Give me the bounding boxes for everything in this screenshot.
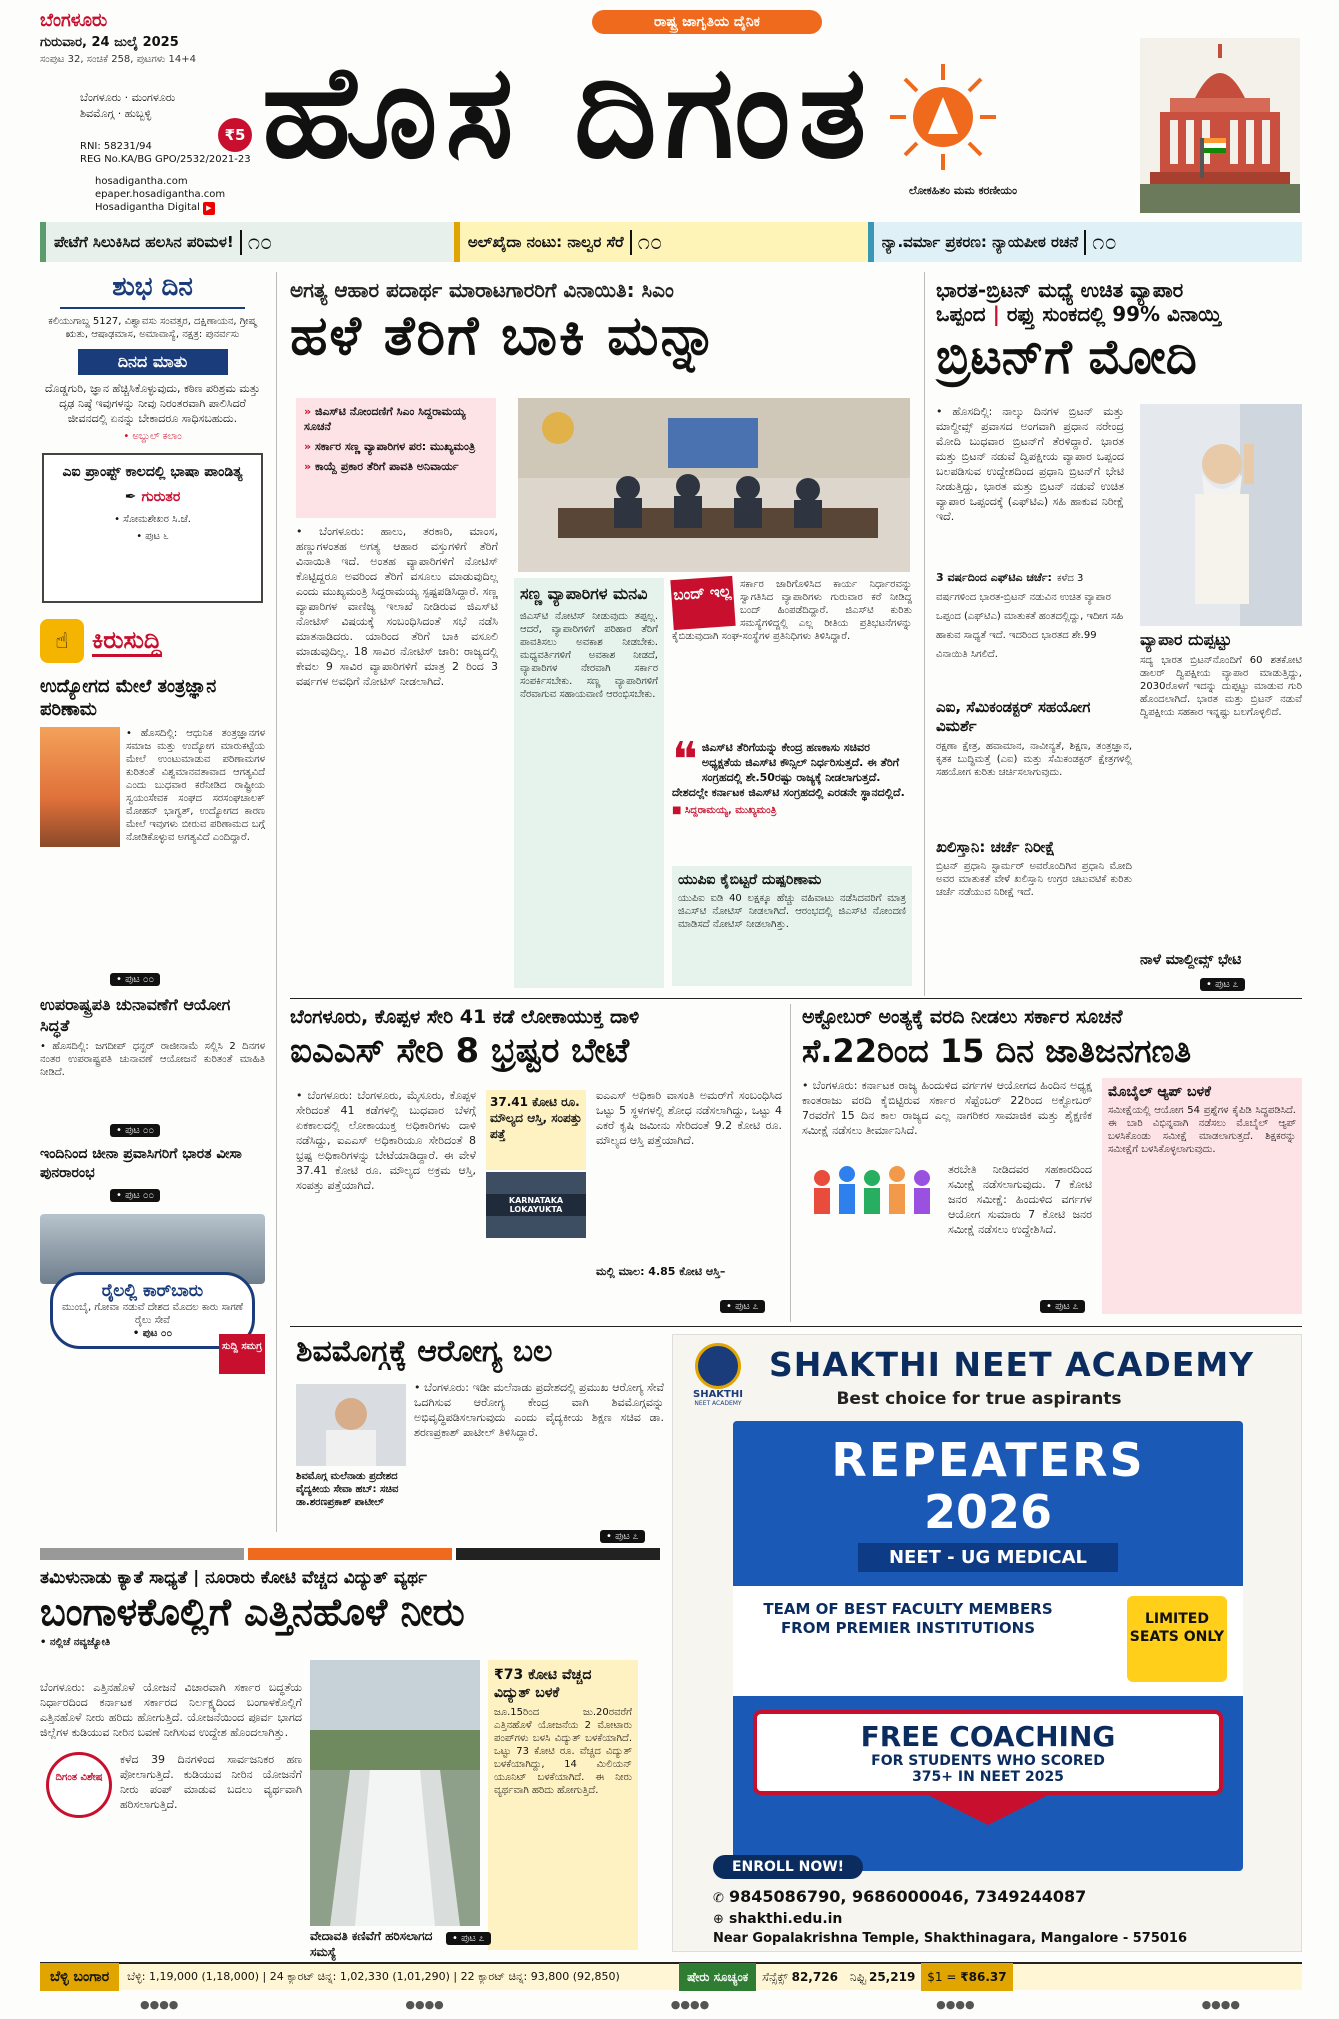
quote-text: ಜಿಎಸ್‌ಟಿ ತೆರಿಗೆಯನ್ನು ಕೇಂದ್ರ ಹಣಕಾಸು ಸಚಿವರ ಅಧ್ಯಕ್ಷತೆಯ ಜಿಎಸ್‌ಟಿ ಕೌನ್ಸಿಲ್ ನಿರ್ಧರಿಸುತ್ತದೆ. ಈ ತೆರಿಗೆ ಸಂಗ್ರಹದಲ್ಲಿ ಶೇ.50ರಷ್ಟು ರಾಜ್ಯಕ್ಕೆ ನೀಡಲಾಗುತ್ತದೆ. ದೇಶದಲ್ಲೇ ಕರ್ನಾಟಕ ಜಿಎಸ್‌ಟಿ ಸಂಗ್ರಹದಲ್ಲಿ ಎರಡನೇ ಸ್ಥಾನದಲ್ಲಿದೆ. (672, 741, 905, 799)
ticker-page: ೧೦ (240, 230, 273, 255)
upi-box (672, 866, 912, 986)
lead-bullets (296, 398, 496, 518)
gold-label: ಬೆಳ್ಳಿ ಬಂಗಾರ (40, 1963, 119, 1991)
dam-caption: ವೇದಾವತಿ ಕಣಿವೆಗೆ ಹರಿಸಲಾಗದ ಸಮಸ್ಯೆ (310, 1929, 433, 1959)
uk-sub-head: 3 ವರ್ಷದಿಂದ ಎಫ್‌ಟಿಎ ಚರ್ಚೆ: (936, 571, 1052, 584)
kiru2-text: • ಹೊಸದಿಲ್ಲಿ: ಜಗದೀಪ್ ಧನ್ಖರ್ ರಾಜೀನಾಮೆ ಸಲ್ಲಿಸಿ 2 ದಿನಗಳ ನಂತರ ಉಪರಾಷ್ಟ್ರಪತಿ ಚುನಾವಣೆ ಆಯೋಜನೆ ಕುರಿತಂತೆ ಮಾಹಿತಿ ನೀಡಿದೆ. (40, 1041, 265, 1078)
bandh-label: ಬಂದ್ ಇಲ್ಲ (670, 576, 735, 630)
web-links (95, 175, 265, 215)
app-head[interactable]: ಮೊಬೈಲ್ ಆ್ಯಪ್ ಬಳಕೆ (1108, 1084, 1211, 1100)
water-byline: • ನಲ್ಲಿಚೆ ನವ್ಯಜ್ಯೋತಿ (40, 1637, 111, 1648)
ad-name: SHAKTHI NEET ACADEMY (769, 1345, 1255, 1384)
uk-kicker-1[interactable]: ಭಾರತ-ಬ್ರಿಟನ್ ಮಧ್ಯೆ ಉಚಿತ ವ್ಯಾಪಾರ (936, 278, 1184, 302)
ad-contacts (713, 1887, 1273, 1946)
ad-limited: LIMITED SEATS ONLY (1127, 1596, 1227, 1682)
rail-page: • ಪುಟ ೦೦ (132, 1328, 173, 1339)
price-badge: ₹5 (218, 118, 252, 152)
ticker-item-3[interactable] (868, 222, 1302, 262)
water-story (40, 1568, 664, 1649)
bhagwat-photo (40, 727, 120, 847)
ad-repeaters: REPEATERS (831, 1433, 1145, 1487)
minister-photo (296, 1384, 406, 1466)
lokayukta-sub (596, 1260, 782, 1279)
uk-headline[interactable]: ಬ್ರಿಟನ್‌ಗೆ ಮೋದಿ (936, 329, 1197, 385)
kiru1-text: • ಹೊಸದಿಲ್ಲಿ: ಆಧುನಿಕ ತಂತ್ರಜ್ಞಾನಗಳ ಸಮಾಜ ಮತ್ತು ಉದ್ಯೋಗ ಮಾರುಕಟ್ಟೆಯ ಮೇಲೆ ಉಂಟುಮಾಡುವ ಪರಿಣಾಮಗಳ ಕುರಿತಂತೆ ವಿಶ್ವಮಾನವತಾವಾದ ಆಗತ್ಯವಿದೆ ಎಂದು ಬುಧವಾರ ಕರೆನೀಡಿದ ರಾಷ್ಟ್ರೀಯ ಸ್ವಯಂಸೇವಕ ಸಂಘದ ಸರಸಂಘಚಾಲಕ್ ಮೋಹನ್ ಭಾಗ್ವತ್, ಉದ್ಯೋಗದ ಕಾರಣ ಮೇಲೆ ಇವುಗಳು ಬೀರುವ ಪರಿಣಾಮದ ಬಗ್ಗೆ ನೋಡಿಕೊಳ್ಳುವ ಅಗತ್ಯವಿದೆ ಎಂದಿದ್ದಾರೆ. (126, 728, 265, 843)
kiru3-headline[interactable]: ಇಂದಿನಿಂದ ಚೀನಾ ಪ್ರವಾಸಿಗರಿಗೆ ಭಾರತ ವೀಸಾ ಪುನರಾರಂಭ (40, 1146, 242, 1181)
water-kicker[interactable]: ತಮಿಳುನಾಡು ಕ್ಯಾತೆ ಸಾಧ್ಯತೆ | ನೂರಾರು ಕೋಟಿ ವೆಚ್ಚದ ವಿದ್ಯುತ್ ವ್ಯರ್ಥ (40, 1568, 427, 1588)
quote-author: ■ ಸಿದ್ದರಾಮಯ್ಯ, ಮುಖ್ಯಮಂತ್ರಿ (672, 805, 777, 816)
ai-box (936, 698, 1132, 779)
ad-panel (733, 1421, 1243, 1871)
ticker-item-1[interactable] (40, 222, 454, 262)
phone-icon: ✆ (713, 1891, 724, 1906)
digital-link[interactable]: Hosadigantha Digital ▶ (95, 201, 265, 215)
edition-4: ಹುಬ್ಬಳ್ಳಿ (124, 107, 152, 120)
khalistan-head[interactable]: ಖಲಿಸ್ತಾನಿ: ಚರ್ಚೆ ನಿರೀಕ್ಷೆ (936, 838, 1055, 856)
masthead-title: ಹೊಸ ದಿಗಂತ (262, 38, 875, 187)
edition-2: ಮಂಗಳೂರು (131, 91, 176, 104)
globe-icon: ⊕ (713, 1912, 724, 1927)
panchanga-text: ಕಲಿಯುಗಾಬ್ದ 5127, ವಿಶ್ವಾವಸು ಸಂವತ್ಸರ, ದಕ್ಷಿಣಾಯನ, ಗ್ರೀಷ್ಮ ಋತು, ಆಷಾಢಮಾಸ, ಅಮಾವಾಸ್ಯೆ, ನಕ್ಷತ್ರ: ಪುನರ್ವಸು (48, 316, 257, 340)
sun-logo-icon (888, 62, 998, 172)
ticker-item-2[interactable] (454, 222, 868, 262)
dam-photo (310, 1660, 480, 1926)
uk-kicker-3: ರಫ್ತು ಸುಂಕದಲ್ಲಿ 99% ವಿನಾಯ್ತಿ (1006, 302, 1222, 326)
gold-values: ಬೆಳ್ಳಿ: 1,19,000 (1,18,000) | 24 ಕ್ಯಾರಟ್ ಚಿನ್ನ: 1,02,330 (1,01,290) | 22 ಕ್ಯಾರಟ್ ಚಿನ್ನ: 93,800 (92,850) (127, 1970, 620, 1983)
lokayukta-sign-photo: KARNATAKA LOKAYUKTA (486, 1172, 586, 1238)
ticker-bar (40, 222, 1302, 262)
column-page: • ಪುಟ ೬ (136, 531, 169, 542)
kirusuddi-header (40, 619, 265, 663)
power-text: ಜೂ.15ರಿಂದ ಜು.20ರವರೆಗೆ ಎತ್ತಿನಹೊಳೆ ಯೋಜನೆಯ 2 ಮೋಟಾರು ಪಂಪ್‌ಗಳು ಬಳಸಿ ವಿದ್ಯುತ್ ಬಳಕೆಯಾಗಿದೆ. ಒಟ್ಟು 73 ಕೋಟಿ ರೂ. ವೆಚ್ಚದ ವಿದ್ಯುತ್ ಬಳಕೆಯಾಗಿದ್ದು, 14 ಮಿಲಿಯನ್ ಯೂನಿಟ್ ಬಳಕೆಯಾಗಿದೆ. ಈ ನೀರು ವ್ಯರ್ಥವಾಗಿ ಹರಿದು ಹೋಗುತ್ತಿದೆ. (494, 1707, 632, 1796)
census-page: • ಪುಟ ೭ (1040, 1300, 1085, 1313)
app-box (1102, 1078, 1302, 1314)
census-body: • ಬೆಂಗಳೂರು: ಕರ್ನಾಟಕ ರಾಜ್ಯ ಹಿಂದುಳಿದ ವರ್ಗಗಳ ಆಯೋಗದ ಹಿಂದಿನ ಅಧ್ಯಕ್ಷ ಕಾಂತರಾಜು ವರದಿ ಕೈಬಿಟ್ಟಿರುವ ಸರ್ಕಾರ ಸೆಪ್ಟೆಂಬರ್ 22ರಿಂದ ಅಕ್ಟೋಬರ್ 7ರವರೆಗೆ 15 ದಿನ ಕಾಲ ರಾಜ್ಯದ ಎಲ್ಲ ನಾಗರಿಕರ ಸಾಮಾಜಿಕ ಮತ್ತು ಶೈಕ್ಷಣಿಕ ಸಮೀಕ್ಷೆ ನಡೆಸಲು ತೀರ್ಮಾನಿಸಿದೆ. (802, 1079, 1092, 1137)
ai-head[interactable]: ಎಐ, ಸೆಮಿಕಂಡಕ್ಟರ್ ಸಹಯೋಗ ವಿಮರ್ಶೆ (936, 698, 1091, 735)
census-story (802, 1006, 1302, 1074)
shivamogga-page: • ಪುಟ ೭ (600, 1530, 645, 1543)
lead-headline[interactable]: ಹಳೆ ತೆರಿಗೆ ಬಾಕಿ ಮನ್ನಾ (290, 304, 719, 367)
water-headline[interactable]: ಬಂಗಾಳಕೊಲ್ಲಿಗೆ ಎತ್ತಿನಹೊಳೆ ನೀರು (40, 1590, 465, 1634)
lokayukta-sub-head: ಮಲ್ಲಿ ಮಾಲ: 4.85 ಕೋಟಿ ಆಸ್ತಿ– (596, 1265, 726, 1278)
hand-icon: ☝ (40, 619, 84, 663)
dinada-maatu-title: ದಿನದ ಮಾತು (78, 349, 228, 375)
ad-address: Near Gopalakrishna Temple, Shakthinagara, Mangalore - 575016 (713, 1931, 1188, 1946)
pen-icon: ✒ (124, 489, 137, 505)
dinada-maatu-author: • ಅಬ್ದುಲ್ ಕಲಾಂ (123, 431, 182, 442)
modi-photo (1140, 404, 1302, 626)
ad-score: 375+ IN NEET 2025 (912, 1769, 1064, 1785)
uk-page: • ಪುಟ ೭ (1200, 978, 1245, 991)
rail-box[interactable] (40, 1214, 265, 1374)
kiru2-page: • ಪುಟ ೦೦ (110, 1124, 160, 1137)
registration-marks: ●●●● ●●●● ●●●● ●●●● ●●●● (140, 1998, 1240, 2011)
ad-for: FOR STUDENTS WHO SCORED (871, 1753, 1105, 1769)
masthead-city: ಬೆಂಗಳೂರು (40, 10, 108, 31)
lead-story (290, 278, 918, 370)
lokayukta-stat: 37.41 ಕೋಟಿ ರೂ. ಮೌಲ್ಯದ ಆಸ್ತಿ, ಸಂಪತ್ತು ಪತ್ತೆ (486, 1090, 586, 1170)
masthead-title-block (262, 28, 1142, 198)
census-headline[interactable]: ಸೆ.22ರಿಂದ 15 ದಿನ ಜಾತಿಜನಗಣತಿ (802, 1032, 1192, 1070)
color-strip (40, 1548, 660, 1560)
lokayukta-story (290, 1006, 784, 1074)
khalistan-box (936, 838, 1132, 899)
shivamogga-body: • ಬೆಂಗಳೂರು: ಇಡೀ ಮಲೆನಾಡು ಪ್ರದೇಶದಲ್ಲಿ ಪ್ರಮುಖ ಆರೋಗ್ಯ ಸೇವೆ ಒದಗಿಸುವ ಆರೋಗ್ಯ ಕೇಂದ್ರ ವಾಗಿ ಶಿವಮೊಗ್ಗವನ್ನು ಅಭಿವೃದ್ಧಿಪಡಿಸಲಾಗುವುದು ಎಂದು ವೈದ್ಯಕೀಯ ಶಿಕ್ಷಣ ಸಚಿವ ಡಾ. ಶರಣಪ್ರಕಾಶ್ ಪಾಟೀಲ್ ತಿಳಿಸಿದ್ದಾರೆ. (414, 1381, 664, 1439)
water-page: • ಪುಟ ೭ (446, 1932, 491, 1945)
sensex: ಸೆನ್ಸೆಕ್ಸ್ 82,726 (762, 1969, 838, 1984)
ad-program: NEET - UG MEDICAL (858, 1543, 1118, 1572)
kiru3-page: • ಪುಟ ೦೦ (110, 1189, 160, 1202)
water-body-2: ಕಳೆದ 39 ದಿನಗಳಿಂದ ಸಾರ್ವಜನಿಕರ ಹಣ ಪೋಲಾಗುತ್ತಿದೆ. ಕುಡಿಯುವ ನೀರಿನ ಯೋಜನೆಗೆ ನೀರು ಪಂಪ್ ಮಾಡುವ ಬದಲು ವ್ಯರ್ಥವಾಗಿ ಹರಿಸಲಾಗುತ್ತಿದೆ. (120, 1753, 302, 1811)
edition-1: ಬೆಂಗಳೂರು (80, 91, 122, 104)
column-box[interactable] (42, 453, 263, 603)
shivamogga-headline[interactable]: ಶಿವಮೊಗ್ಗಕ್ಕೆ ಆರೋಗ್ಯ ಬಲ (296, 1334, 553, 1369)
column-title: ಎಐ ಪ್ರಾಂಪ್ಟ್ ಕಾಲದಲ್ಲಿ ಭಾಷಾ ಪಾಂಡಿತ್ಯ (62, 464, 243, 480)
water-body: ಬೆಂಗಳೂರು: ಎತ್ತಿನಹೊಳೆ ಯೋಜನೆ ವಿಚಾರವಾಗಿ ಸರ್ಕಾರ ಬದ್ಧತೆಯ ನಿರ್ಧಾರದಿಂದ ಕರ್ನಾಟಕ ಸರ್ಕಾರದ ನಿರ್ಲಕ್ಷ್ಯದಿಂದ ಬಂಗಾಳಕೊಲ್ಲಿಗೆ ಎತ್ತಿನಹೊಳೆ ನೀರು ಹರಿದು ಹೋಗುತ್ತಿದೆ. ಯೋಜನೆಯಿಂದ ಪೂರ್ವ ಭಾಗದ ಜಿಲ್ಲೆಗಳ ಕುಡಿಯುವ ನೀರಿನ ಬವಣೆ ನೀಗಿಸುವ ಉದ್ದೇಶ ಹೊಂದಲಾಗಿತ್ತು. (40, 1681, 302, 1739)
masthead-left (40, 10, 260, 213)
ad-faculty: TEAM OF BEST FACULTY MEMBERS FROM PREMIER INSTITUTIONS (763, 1600, 1053, 1637)
lokayukta-body: • ಬೆಂಗಳೂರು: ಬೆಂಗಳೂರು, ಮೈಸೂರು, ಕೊಪ್ಪಳ ಸೇರಿದಂತೆ 41 ಕಡೆಗಳಲ್ಲಿ ಬುಧವಾರ ಬೆಳಗ್ಗೆ ಏಕಕಾಲದಲ್ಲಿ ಲೋಕಾಯುಕ್ತ ಅಧಿಕಾರಿಗಳು ದಾಳಿ ನಡೆಸಿದ್ದು, ಐಎಎಸ್ ಅಧಿಕಾರಿಯೂ ಸೇರಿದಂತೆ 8 ಭ್ರಷ್ಟ ಅಧಿಕಾರಿಗಳನ್ನು ಬೇಟೆಯಾಡಿದ್ದಾರೆ. ಈ ವೇಳೆ 37.41 ಕೋಟಿ ರೂ. ಮೌಲ್ಯದ ಅಕ್ರಮ ಆಸ್ತಿ, ಸಂಪತ್ತು ಪತ್ತೆಯಾಗಿದೆ. (296, 1089, 476, 1192)
cm-quote (672, 732, 912, 870)
trade-head[interactable]: ವ್ಯಾಪಾರ ದುಪ್ಪಟ್ಟು (1140, 630, 1232, 649)
ticker-text: ಅಲ್‌ಖೈದಾ ನಂಟು: ನಾಲ್ವರ ಸೆರೆ (467, 233, 624, 251)
masthead-volume: ಸಂಪುಟ 32, ಸಂಚಿಕೆ 258, ಪುಟಗಳು 14+4 (40, 54, 196, 65)
lokayukta-body-2: ಐಎಎಸ್ ಅಧಿಕಾರಿ ವಾಸಂತಿ ಅಮರ್‌ಗೆ ಸಂಬಂಧಿಸಿದ ಒಟ್ಟು 5 ಸ್ಥಳಗಳಲ್ಲಿ ಶೋಧ ನಡೆಸಲಾಗಿದ್ದು, ಒಟ್ಟು 4 ಎಕರೆ ಕೃಷಿ ಜಮೀನು ಸೇರಿದಂತೆ 9.2 ಕೋಟಿ ರೂ. ಮೌಲ್ಯದ ಆಸ್ತಿ ಪತ್ತೆಯಾಗಿದೆ. (596, 1089, 782, 1147)
logo-icon (695, 1343, 741, 1389)
shakthi-ad[interactable] (672, 1334, 1302, 1952)
registration (80, 140, 260, 166)
column-author: • ಸೋಮಶೇಖರ ಸಿ.ಜೆ. (114, 514, 191, 525)
power-box (488, 1660, 638, 1950)
app-text: ಸಮೀಕ್ಷೆಯಲ್ಲಿ ಆಯೋಗ 54 ಪ್ರಶ್ನೆಗಳ ಕೈಪಿಡಿ ಸಿದ್ಧಪಡಿಸಿದೆ. ಈ ಬಾರಿ ವಿಭಿನ್ನವಾಗಿ ನಡೆಸಲು ಮೊಬೈಲ್ ಆ್ಯಪ್ ಬಳಸಿಕೊಂಡು ಸಮೀಕ್ಷೆ ಮಾಡಲಾಗುತ್ತದೆ. ಶಿಕ್ಷಕರನ್ನು ಸಮೀಕ್ಷೆಗೆ ಬಳಸಿಕೊಳ್ಳಲಾಗುವುದು. (1108, 1105, 1296, 1155)
ad-free: FREE COACHING (860, 1720, 1116, 1753)
enroll-button[interactable]: ENROLL NOW! (713, 1855, 863, 1879)
census-people-graphic (802, 1160, 942, 1220)
kiru1-page: • ಪುಟ ೦೦ (110, 973, 160, 986)
lead-bullet: » ಕಾಯ್ದೆ ಪ್ರಕಾರ ತೆರಿಗೆ ಪಾವತಿ ಅನಿವಾರ್ಯ (304, 460, 459, 473)
side-box (514, 578, 664, 988)
ai-text: ರಕ್ಷಣಾ ಕ್ಷೇತ್ರ, ಹವಾಮಾನ, ನಾವೀನ್ಯತೆ, ಶಿಕ್ಷಣ, ತಂತ್ರಜ್ಞಾನ, ಕೃತಕ ಬುದ್ಧಿಮತ್ತೆ (ಎಐ) ಮತ್ತು ಸೆಮಿಕಂಡಕ್ಟರ್ ಕ್ಷೇತ್ರಗಳಲ್ಲಿ ಸಹಯೋಗ ಕುರಿತು ಚರ್ಚಿಸಲಾಗುವುದು. (936, 741, 1132, 778)
ad-tagline: Best choice for true aspirants (836, 1389, 1122, 1409)
dinada-maatu-text: ದೊಡ್ಡಗುರಿ, ಜ್ಞಾನ ಹೆಚ್ಚಿಸಿಕೊಳ್ಳುವುದು, ಕಠಿಣ ಪರಿಶ್ರಮ ಮತ್ತು ದೃಢ ನಿಷ್ಠೆ ಇವುಗಳನ್ನು ನೀವು ನಿರಂತರವಾಗಿ ಪಾಲಿಸಿದರೆ ಜೀವನದಲ್ಲಿ ಏನನ್ನು ಬೇಕಾದರೂ ಸಾಧಿಸಬಹುದು. (44, 382, 261, 425)
cm-meeting-photo (518, 398, 910, 572)
youtube-icon: ▶ (203, 202, 214, 215)
maldives-visit[interactable]: ನಾಳೆ ಮಾಲ್ದೀವ್ಸ್ ಭೇಟಿ (1140, 952, 1242, 968)
ticker-text: ನ್ಯಾ.ವರ್ಮಾ ಪ್ರಕರಣ: ನ್ಯಾಯಪೀಠ ರಚನೆ (881, 233, 1079, 251)
side-head[interactable]: ಸಣ್ಣ ವ್ಯಾಪಾರಿಗಳ ಮನವಿ (520, 584, 648, 603)
lokayukta-page: • ಪುಟ ೭ (720, 1300, 765, 1313)
ticker-page: ೧೦ (1084, 230, 1117, 255)
rail-sub: ಮುಂಬೈ, ಗೋವಾ ನಡುವೆ ದೇಶದ ಮೊದಲ ಕಾರು ಸಾಗಣೆ ರೈಲು ಸೇವೆ (61, 1302, 244, 1326)
uk-kicker-2: ಒಪ್ಪಂದ (936, 302, 986, 326)
reg-no: REG No.KA/BG GPO/2532/2021-23 (80, 154, 251, 165)
rni: RNI: 58231/94 (80, 141, 152, 152)
census-kicker[interactable]: ಅಕ್ಟೋಬರ್ ಅಂತ್ಯಕ್ಕೆ ವರದಿ ನೀಡಲು ಸರ್ಕಾರ ಸೂಚನೆ (802, 1006, 1123, 1028)
ticker-text: ಪೇಟೆಗೆ ಸಿಲುಕಿಸಿದ ಹಲಸಿನ ಪರಿಮಳ! (54, 233, 234, 251)
masthead-motto: ಲೋಕಹಿತಂ ಮಮ ಕರಣೀಯಂ (909, 184, 1017, 197)
shivamogga-caption: ಶಿವಮೊಗ್ಗ ಮಲೆನಾಡು ಪ್ರದೇಶದ ವೈದ್ಯಕೀಯ ಸೇವಾ ಹಬ್: ಸಚಿವ ಡಾ.ಶರಣಪ್ರಕಾಶ್ ಪಾಟೀಲ್ (296, 1471, 399, 1508)
down-arrow-icon (928, 1795, 1048, 1825)
ad-phones[interactable]: 9845086790, 9686000046, 7349244087 (729, 1887, 1087, 1906)
parliament-illustration (1140, 38, 1300, 213)
edition-3: ಶಿವಮೊಗ್ಗ (80, 107, 115, 120)
site-link[interactable]: hosadigantha.com (95, 176, 188, 187)
upi-text: ಯುಪಿಐ ಐಡಿ 40 ಲಕ್ಷಕ್ಕೂ ಹೆಚ್ಚು ವಹಿವಾಟು ನಡೆಸಿದವರಿಗೆ ಮಾತ್ರ ಜಿಎಸ್‌ಟಿ ನೋಟಿಸ್ ನೀಡಲಾಗಿದೆ. ಆರಂಭದಲ್ಲಿ ಜಿಎಸ್‌ಟಿ ನೋಂದಣಿ ಮಾಡಿಸದೆ ನೋಟಿಸ್ ನೀಡಲಾಗಿತ್ತು. (678, 893, 906, 930)
lead-body: • ಬೆಂಗಳೂರು: ಹಾಲು, ತರಕಾರಿ, ಮಾಂಸ, ಹಣ್ಣುಗಳಂತಹ ಅಗತ್ಯ ಆಹಾರ ವಸ್ತುಗಳಿಗೆ ತೆರಿಗೆ ವಿನಾಯಿತಿ ಇದೆ. ಅಂತಹ ವ್ಯಾಪಾರಿಗಳಿಗೆ ನೋಟಿಸ್ ಕೊಟ್ಟಿದ್ದರೂ ಅವರಿಂದ ತೆರಿಗೆ ವಸೂಲು ಮಾಡುವುದಿಲ್ಲ ಎಂದು ಮುಖ್ಯಮಂತ್ರಿ ಸಿದ್ದರಾಮಯ್ಯ ಸ್ಪಷ್ಟಪಡಿಸಿದ್ದಾರೆ. ಸಣ್ಣ ವ್ಯಾಪಾರಿಗಳ ವಾಣಿಜ್ಯ ಇಲಾಖೆ ನೀಡಿರುವ ಜಿಎಸ್‌ಟಿ ನೋಟಿಸ್ ವಿಷಯಕ್ಕೆ ಸಂಬಂಧಿಸಿದಂತೆ ಸಭೆ ನಡೆಸಿ ಮಾತನಾಡಿದರು. ಯಾರಿಂದ ತೆರಿಗೆ ಬಾಕಿ ವಸೂಲಿ ಮಾಡುವುದಿಲ್ಲ. 18 ಸಾವಿರ ನೋಟಿಸ್ ಜಾರಿ: ರಾಜ್ಯದಲ್ಲಿ ಕೇವಲ 9 ಸಾವಿರ ವ್ಯಾಪಾರಿಗಳಿಗೆ ಮಾತ್ರ 2 ರಿಂದ 3 ವರ್ಷಗಳ ಅವಧಿಗೆ ನೋಟಿಸ್ ನೀಡಲಾಗಿದೆ. (296, 525, 498, 688)
uk-sub-body: ಕಳೆದ 3 ವರ್ಷಗಳಿಂದ ಭಾರತ-ಬ್ರಿಟನ್ ನಡುವಿನ ಉಚಿತ ವ್ಯಾಪಾರ ಒಪ್ಪಂದ (ಎಫ್‌ಟಿಎ) ಮಾತುಕತೆ ಹಂತದಲ್ಲಿದ್ದು, ಇದೀಗ ಸಹಿ ಹಾಕುವ ಸಾಧ್ಯತೆ ಇದೆ. ಇದರಿಂದ ಭಾರತದ ಶೇ.99 ವಿನಾಯಿತಿ ಸಿಗಲಿದೆ. (936, 573, 1124, 660)
shubha-dina-title: ಶುಭ ದಿನ (112, 272, 193, 302)
quote-icon: ❝ (672, 732, 698, 788)
tagline-top: ರಾಷ್ಟ್ರ ಜಾಗೃತಿಯ ದೈನಿಕ (592, 10, 822, 34)
free-coaching-box (753, 1710, 1223, 1795)
dollar-rate: $1 = ₹86.37 (921, 1963, 1012, 1991)
shakthi-logo: SHAKTHI NEET ACADEMY (685, 1343, 751, 1419)
uk-sub (936, 566, 1124, 661)
trade-box (1140, 630, 1302, 854)
column-name: ಗುರುತರ (141, 489, 181, 505)
share-label: ಷೇರು ಸೂಚ್ಯಂಕ (679, 1963, 756, 1991)
upi-head[interactable]: ಯುಪಿಐ ಕೈಬಿಟ್ಟರೆ ದುಷ್ಪರಿಣಾಮ (678, 872, 822, 888)
edition-list: ಬೆಂಗಳೂರು · ಮಂಗಳೂರು ಶಿವಮೊಗ್ಗ · ಹುಬ್ಬಳ್ಳಿ (80, 91, 176, 120)
kiru2-headline[interactable]: ಉಪರಾಷ್ಟ್ರಪತಿ ಚುನಾವಣೆಗೆ ಆಯೋಗ ಸಿದ್ಧತೆ (40, 995, 231, 1035)
nifty: ನಿಫ್ಟಿ 25,219 (849, 1969, 916, 1984)
khalistan-text: ಬ್ರಿಟನ್ ಪ್ರಧಾನಿ ಸ್ಟಾರ್ಮರ್ ಅವರೊಂದಿಗಿನ ಪ್ರಧಾನಿ ಮೋದಿ ಅವರ ಮಾತುಕತೆ ವೇಳೆ ಖಲಿಸ್ತಾನಿ ಉಗ್ರರ ಚಟುವಟಿಕೆ ಕುರಿತು ಚರ್ಚೆ ನಡೆಯುವ ನಿರೀಕ್ಷೆ ಇದೆ. (936, 861, 1132, 898)
uk-story: ಭಾರತ-ಬ್ರಿಟನ್ ಮಧ್ಯೆ ಉಚಿತ ವ್ಯಾಪಾರ ಒಪ್ಪಂದ | ರಫ್ತು ಸುಂಕದಲ್ಲಿ 99% ವಿನಾಯ್ತಿ ಬ್ರಿಟನ್‌ಗೆ ಮೋದಿ (936, 278, 1302, 388)
census-body-2: ತರಬೇತಿ ನೀಡಿದವರ ಸಹಕಾರದಿಂದ ಸಮೀಕ್ಷೆ ನಡೆಸಲಾಗುವುದು. 7 ಕೋಟಿ ಜನರ ಸಮೀಕ್ಷೆ: ಹಿಂದುಳಿದ ವರ್ಗಗಳ ಆಯೋಗ ಸುಮಾರು 7 ಕೋಟಿ ಜನರ ಸಮೀಕ್ಷೆ ನಡೆಸಲು ಉದ್ದೇಶಿಸಿದೆ. (948, 1163, 1092, 1236)
trade-text: ಸದ್ಯ ಭಾರತ ಬ್ರಿಟನ್‌ನೊಂದಿಗೆ 60 ಶತಕೋಟಿ ಡಾಲರ್ ದ್ವಿಪಕ್ಷೀಯ ವ್ಯಾಪಾರ ಮಾಡುತ್ತಿದ್ದು, 2030ರೊಳಗೆ ಇದನ್ನು ದುಪ್ಪಟ್ಟು ಮಾಡುವ ಗುರಿ ಹೊಂದಲಾಗಿದೆ. ಭಾರತ ಮತ್ತು ಬ್ರಿಟನ್ ನಡುವೆ ದ್ವಿಪಕ್ಷೀಯ ಸಹಕಾರ ಇನ್ನಷ್ಟು ಬಲಗೊಳ್ಳಲಿದೆ. (1140, 655, 1302, 718)
digantha-vishesha-badge: ದಿಗಂತ ವಿಶೇಷ (46, 1752, 112, 1818)
ad-web[interactable]: shakthi.edu.in (729, 1911, 843, 1927)
market-footer (40, 1962, 1302, 1990)
bandh-box (672, 578, 912, 738)
bandh-text: ಸರ್ಕಾರ ಜಾರಿಗೊಳಿಸಿದ ಕಾರ್ಯ ನಿರ್ಧಾರವನ್ನು ಸ್ವಾಗತಿಸಿದ ವ್ಯಾಪಾರಿಗಳು ಗುರುವಾರ ಕರೆ ನೀಡಿದ್ದ ಬಂದ್ ಹಿಂಪಡೆದಿದ್ದಾರೆ. ಜಿಎಸ್‌ಟಿ ಕುರಿತು ಸಮಸ್ಯೆಗಳಿದ್ದಲ್ಲಿ ಎಲ್ಲ ರೀತಿಯ ಪ್ರತಿಭಟನೆಗಳನ್ನು ಕೈಬಿಡುವುದಾಗಿ ಸಂಘ-ಸಂಸ್ಥೆಗಳ ಪ್ರತಿನಿಧಿಗಳು ತಿಳಿಸಿದ್ದಾರೆ. (672, 579, 912, 642)
lead-bullet: » ಜಿಎಸ್‌ಟಿ ನೋಂದಣಿಗೆ ಸಿಎಂ ಸಿದ್ದರಾಮಯ್ಯ ಸೂಚನೆ (304, 405, 466, 433)
sudhi-samagra-badge: ಸುದ್ದಿ ಸಮಗ್ರ (219, 1334, 265, 1374)
ticker-page: ೧೦ (630, 230, 663, 255)
power-head[interactable]: ₹73 ಕೋಟಿ ವೆಚ್ಚದ ವಿದ್ಯುತ್ ಬಳಕೆ (494, 1667, 592, 1701)
ad-year: 2026 (923, 1485, 1053, 1539)
masthead-date: ಗುರುವಾರ, 24 ಜುಲೈ 2025 (40, 35, 179, 50)
kiru1-headline[interactable]: ಉದ್ಯೋಗದ ಮೇಲೆ ತಂತ್ರಜ್ಞಾನ ಪರಿಣಾಮ (40, 676, 217, 720)
side-text: ಜಿಎಸ್‌ಟಿ ನೋಟಿಸ್ ನೀಡುವುದು ತಪ್ಪಲ್ಲ. ಆದರೆ, ವ್ಯಾಪಾರಿಗಳಿಗೆ ಪರಿಹಾರ ತೆರಿಗೆ ಪಾವತಿಸಲು ಅವಕಾಶ ನೀಡಬೇಕು. ಮಧ್ಯವರ್ತಿಗಳಿಗೆ ಅವಕಾಶ ನೀಡದೆ, ವ್ಯಾಪಾರಿಗಳ ನೇರವಾಗಿ ಸರ್ಕಾರ ಸಂಪರ್ಕಿಸಬೇಕು. ಸಣ್ಣ ವ್ಯಾಪಾರಿಗಳಿಗೆ ನೆರವಾಗುವ ಸಹಾಯವಾಣಿ ಆರಂಭಿಸಬೇಕು. (520, 611, 658, 700)
lokayukta-headline[interactable]: ಐಎಎಸ್ ಸೇರಿ 8 ಭ್ರಷ್ಟರ ಬೇಟೆ (290, 1031, 630, 1071)
rail-title: ರೈಲಲ್ಲಿ ಕಾರ್‌ಬಾರು (101, 1281, 204, 1301)
lead-bullet: » ಸರ್ಕಾರ ಸಣ್ಣ ವ್ಯಾಪಾರಿಗಳ ಪರ: ಮುಖ್ಯಮಂತ್ರಿ (304, 440, 476, 453)
lead-kicker[interactable]: ಅಗತ್ಯ ಆಹಾರ ಪದಾರ್ಥ ಮಾರಾಟಗಾರರಿಗೆ ವಿನಾಯಿತಿ: ಸಿಎಂ (290, 278, 674, 302)
kirusuddi-title: ಕಿರುಸುದ್ದಿ (92, 626, 162, 657)
uk-body: • ಹೊಸದಿಲ್ಲಿ: ನಾಲ್ಕು ದಿನಗಳ ಬ್ರಿಟನ್ ಮತ್ತು ಮಾಲ್ದೀವ್ಸ್ ಪ್ರವಾಸದ ಅಂಗವಾಗಿ ಪ್ರಧಾನ ನರೇಂದ್ರ ಮೋದಿ ಬುಧವಾರ ಬ್ರಿಟನ್‌ಗೆ ತೆರಳಿದ್ದಾರೆ. ಭಾರತ ಮತ್ತು ಬ್ರಿಟನ್ ನಡುವೆ ದ್ವಿಪಕ್ಷೀಯ ವ್ಯಾಪಾರ ಒಪ್ಪಂದ ಬಲಪಡಿಸುವ ಉದ್ದೇಶದಿಂದ ಪ್ರಧಾನಿ ಬ್ರಿಟನ್‌ಗೆ ಭೇಟಿ ನೀಡುತ್ತಿದ್ದು, ಭಾರತ ಮತ್ತು ಬ್ರಿಟನ್ ನಡುವೆ ಉಚಿತ ವ್ಯಾಪಾರ ಒಪ್ಪಂದಕ್ಕೆ (ಎಫ್‌ಟಿಎ) ಸಹಿ ಹಾಕುವ ನಿರೀಕ್ಷೆ ಇದೆ. (936, 405, 1124, 523)
lokayukta-kicker[interactable]: ಬೆಂಗಳೂರು, ಕೊಪ್ಪಳ ಸೇರಿ 41 ಕಡೆ ಲೋಕಾಯುಕ್ತ ದಾಳಿ (290, 1006, 640, 1028)
epaper-link[interactable]: epaper.hosadigantha.com (95, 189, 226, 200)
